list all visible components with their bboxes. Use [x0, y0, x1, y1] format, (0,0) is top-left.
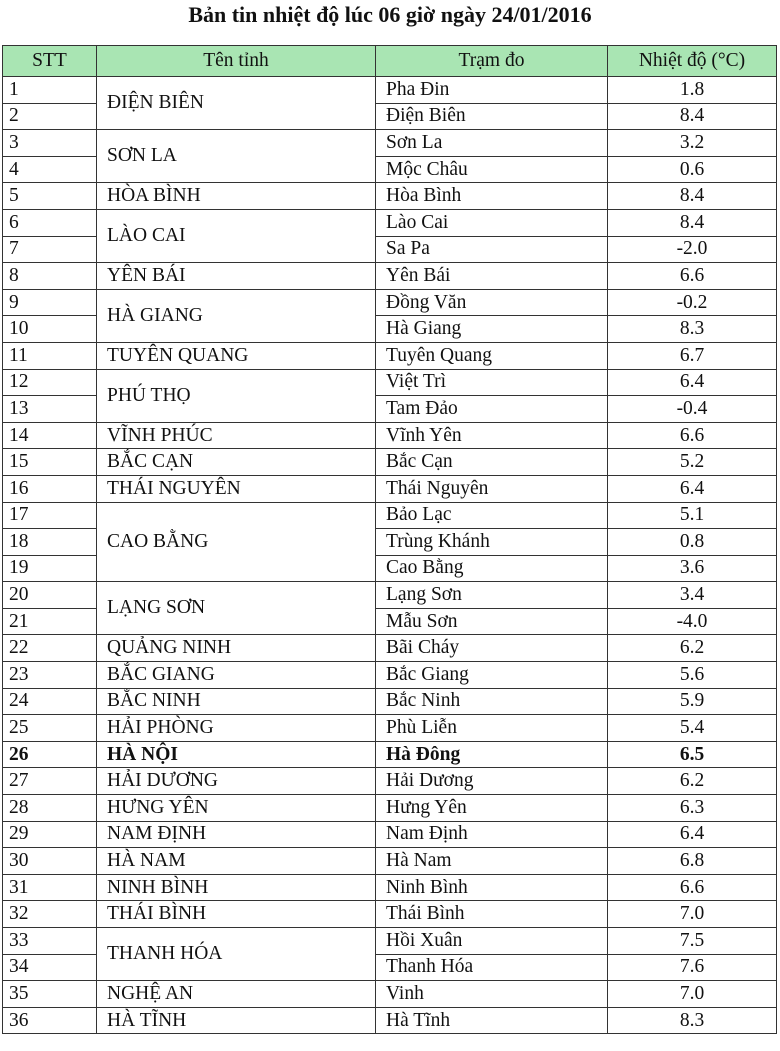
- stt-cell: 27: [3, 768, 97, 795]
- station-cell: Việt Trì: [376, 369, 608, 396]
- table-row: [3, 715, 777, 742]
- table-row: [3, 688, 777, 715]
- table-row: [3, 741, 777, 768]
- province-cell: LÀO CAI: [97, 209, 376, 262]
- province-cell: QUẢNG NINH: [97, 635, 376, 662]
- station-cell: Sơn La: [376, 130, 608, 157]
- station-cell: Bãi Cháy: [376, 635, 608, 662]
- temperature-cell: 5.6: [608, 662, 777, 689]
- stt-cell: 8: [3, 263, 97, 290]
- temperature-cell: 6.7: [608, 342, 777, 369]
- temperature-cell: 6.4: [608, 369, 777, 396]
- table-row: [3, 263, 777, 290]
- stt-cell: 24: [3, 688, 97, 715]
- table-row: [3, 502, 777, 529]
- temperature-cell: -2.0: [608, 236, 777, 263]
- stt-cell: 16: [3, 475, 97, 502]
- stt-cell: 17: [3, 502, 97, 529]
- station-cell: Hưng Yên: [376, 795, 608, 822]
- stt-cell: 31: [3, 874, 97, 901]
- province-cell: THÁI NGUYÊN: [97, 475, 376, 502]
- station-cell: Hòa Bình: [376, 183, 608, 210]
- temperature-table: [2, 45, 777, 1034]
- station-cell: Bắc Ninh: [376, 688, 608, 715]
- temperature-cell: 6.4: [608, 475, 777, 502]
- stt-cell: 14: [3, 422, 97, 449]
- table-row: [3, 475, 777, 502]
- province-cell: HƯNG YÊN: [97, 795, 376, 822]
- station-cell: Lạng Sơn: [376, 582, 608, 609]
- table-row: [3, 901, 777, 928]
- temperature-cell: 7.0: [608, 901, 777, 928]
- station-cell: Nam Định: [376, 821, 608, 848]
- temperature-cell: 3.6: [608, 555, 777, 582]
- province-cell: PHÚ THỌ: [97, 369, 376, 422]
- station-cell: Vinh: [376, 981, 608, 1008]
- station-cell: Bắc Giang: [376, 662, 608, 689]
- stt-cell: 23: [3, 662, 97, 689]
- table-row: [3, 981, 777, 1008]
- stt-cell: 26: [3, 741, 97, 768]
- table-row: [3, 209, 777, 236]
- province-cell: YÊN BÁI: [97, 263, 376, 290]
- table-row: [3, 821, 777, 848]
- temperature-cell: 6.2: [608, 635, 777, 662]
- stt-cell: 18: [3, 529, 97, 556]
- province-cell: HÀ TĨNH: [97, 1007, 376, 1034]
- table-row: [3, 289, 777, 316]
- temperature-cell: 8.4: [608, 103, 777, 130]
- temperature-cell: 6.6: [608, 263, 777, 290]
- temperature-cell: 6.2: [608, 768, 777, 795]
- stt-cell: 5: [3, 183, 97, 210]
- province-cell: HÀ NAM: [97, 848, 376, 875]
- table-row: [3, 874, 777, 901]
- stt-cell: 25: [3, 715, 97, 742]
- table-row: [3, 130, 777, 157]
- station-cell: Thái Nguyên: [376, 475, 608, 502]
- station-cell: Pha Đin: [376, 77, 608, 104]
- stt-cell: 36: [3, 1007, 97, 1034]
- table-row: [3, 635, 777, 662]
- station-cell: Trùng Khánh: [376, 529, 608, 556]
- header-province: Tên tỉnh: [97, 46, 376, 77]
- temperature-cell: 7.6: [608, 954, 777, 981]
- table-header-row: [3, 46, 777, 77]
- table-row: [3, 795, 777, 822]
- stt-cell: 29: [3, 821, 97, 848]
- stt-cell: 28: [3, 795, 97, 822]
- stt-cell: 1: [3, 77, 97, 104]
- temperature-cell: 0.6: [608, 156, 777, 183]
- table-row: [3, 1007, 777, 1034]
- province-cell: HÀ NỘI: [97, 741, 376, 768]
- province-cell: SƠN LA: [97, 130, 376, 183]
- station-cell: Thái Bình: [376, 901, 608, 928]
- table-row: [3, 928, 777, 955]
- temperature-cell: 5.9: [608, 688, 777, 715]
- stt-cell: 9: [3, 289, 97, 316]
- temperature-cell: 8.4: [608, 209, 777, 236]
- table-row: [3, 77, 777, 104]
- table-body: [3, 77, 777, 1034]
- table-row: [3, 768, 777, 795]
- station-cell: Đồng Văn: [376, 289, 608, 316]
- province-cell: HẢI PHÒNG: [97, 715, 376, 742]
- stt-cell: 19: [3, 555, 97, 582]
- table-row: [3, 369, 777, 396]
- province-cell: LẠNG SƠN: [97, 582, 376, 635]
- stt-cell: 34: [3, 954, 97, 981]
- province-cell: BẮC CẠN: [97, 449, 376, 476]
- temperature-cell: 7.0: [608, 981, 777, 1008]
- station-cell: Phù Liễn: [376, 715, 608, 742]
- station-cell: Hà Đông: [376, 741, 608, 768]
- station-cell: Vĩnh Yên: [376, 422, 608, 449]
- province-cell: HÀ GIANG: [97, 289, 376, 342]
- temperature-cell: 6.6: [608, 874, 777, 901]
- province-cell: CAO BẰNG: [97, 502, 376, 582]
- temperature-cell: 5.1: [608, 502, 777, 529]
- station-cell: Hà Nam: [376, 848, 608, 875]
- temperature-cell: 3.2: [608, 130, 777, 157]
- temperature-cell: 8.4: [608, 183, 777, 210]
- station-cell: Yên Bái: [376, 263, 608, 290]
- station-cell: Hà Tĩnh: [376, 1007, 608, 1034]
- stt-cell: 22: [3, 635, 97, 662]
- temperature-cell: 6.5: [608, 741, 777, 768]
- temperature-cell: 5.4: [608, 715, 777, 742]
- stt-cell: 7: [3, 236, 97, 263]
- stt-cell: 15: [3, 449, 97, 476]
- temperature-cell: 8.3: [608, 316, 777, 343]
- province-cell: THÁI BÌNH: [97, 901, 376, 928]
- station-cell: Hà Giang: [376, 316, 608, 343]
- temperature-cell: 6.4: [608, 821, 777, 848]
- stt-cell: 20: [3, 582, 97, 609]
- province-cell: THANH HÓA: [97, 928, 376, 981]
- stt-cell: 6: [3, 209, 97, 236]
- station-cell: Lào Cai: [376, 209, 608, 236]
- stt-cell: 13: [3, 396, 97, 423]
- temperature-cell: -0.4: [608, 396, 777, 423]
- header-temperature: Nhiệt độ (°C): [608, 46, 777, 77]
- stt-cell: 35: [3, 981, 97, 1008]
- temperature-cell: 6.3: [608, 795, 777, 822]
- stt-cell: 32: [3, 901, 97, 928]
- temperature-cell: 6.6: [608, 422, 777, 449]
- station-cell: Tuyên Quang: [376, 342, 608, 369]
- station-cell: Cao Bằng: [376, 555, 608, 582]
- stt-cell: 33: [3, 928, 97, 955]
- province-cell: ĐIỆN BIÊN: [97, 77, 376, 130]
- station-cell: Hải Dương: [376, 768, 608, 795]
- station-cell: Bắc Cạn: [376, 449, 608, 476]
- province-cell: VĨNH PHÚC: [97, 422, 376, 449]
- table-row: [3, 183, 777, 210]
- province-cell: NINH BÌNH: [97, 874, 376, 901]
- province-cell: BẮC NINH: [97, 688, 376, 715]
- stt-cell: 12: [3, 369, 97, 396]
- stt-cell: 21: [3, 608, 97, 635]
- station-cell: Điện Biên: [376, 103, 608, 130]
- stt-cell: 11: [3, 342, 97, 369]
- station-cell: Sa Pa: [376, 236, 608, 263]
- header-station: Trạm đo: [376, 46, 608, 77]
- table-row: [3, 662, 777, 689]
- temperature-cell: 6.8: [608, 848, 777, 875]
- province-cell: TUYÊN QUANG: [97, 342, 376, 369]
- station-cell: Thanh Hóa: [376, 954, 608, 981]
- temperature-cell: 8.3: [608, 1007, 777, 1034]
- table-row: [3, 848, 777, 875]
- province-cell: HÒA BÌNH: [97, 183, 376, 210]
- station-cell: Mộc Châu: [376, 156, 608, 183]
- table-row: [3, 582, 777, 609]
- stt-cell: 2: [3, 103, 97, 130]
- stt-cell: 3: [3, 130, 97, 157]
- province-cell: BẮC GIANG: [97, 662, 376, 689]
- temperature-cell: 0.8: [608, 529, 777, 556]
- page-title: Bản tin nhiệt độ lúc 06 giờ ngày 24/01/2016: [188, 2, 592, 27]
- province-cell: NAM ĐỊNH: [97, 821, 376, 848]
- temperature-cell: 7.5: [608, 928, 777, 955]
- table-row: [3, 449, 777, 476]
- station-cell: Bảo Lạc: [376, 502, 608, 529]
- temperature-cell: 1.8: [608, 77, 777, 104]
- stt-cell: 10: [3, 316, 97, 343]
- temperature-cell: 5.2: [608, 449, 777, 476]
- station-cell: Ninh Bình: [376, 874, 608, 901]
- stt-cell: 30: [3, 848, 97, 875]
- table-row: [3, 342, 777, 369]
- province-cell: HẢI DƯƠNG: [97, 768, 376, 795]
- temperature-cell: -0.2: [608, 289, 777, 316]
- temperature-cell: 3.4: [608, 582, 777, 609]
- header-stt: STT: [3, 46, 97, 77]
- station-cell: Tam Đảo: [376, 396, 608, 423]
- stt-cell: 4: [3, 156, 97, 183]
- temperature-cell: -4.0: [608, 608, 777, 635]
- station-cell: Mẫu Sơn: [376, 608, 608, 635]
- station-cell: Hồi Xuân: [376, 928, 608, 955]
- table-row: [3, 422, 777, 449]
- province-cell: NGHỆ AN: [97, 981, 376, 1008]
